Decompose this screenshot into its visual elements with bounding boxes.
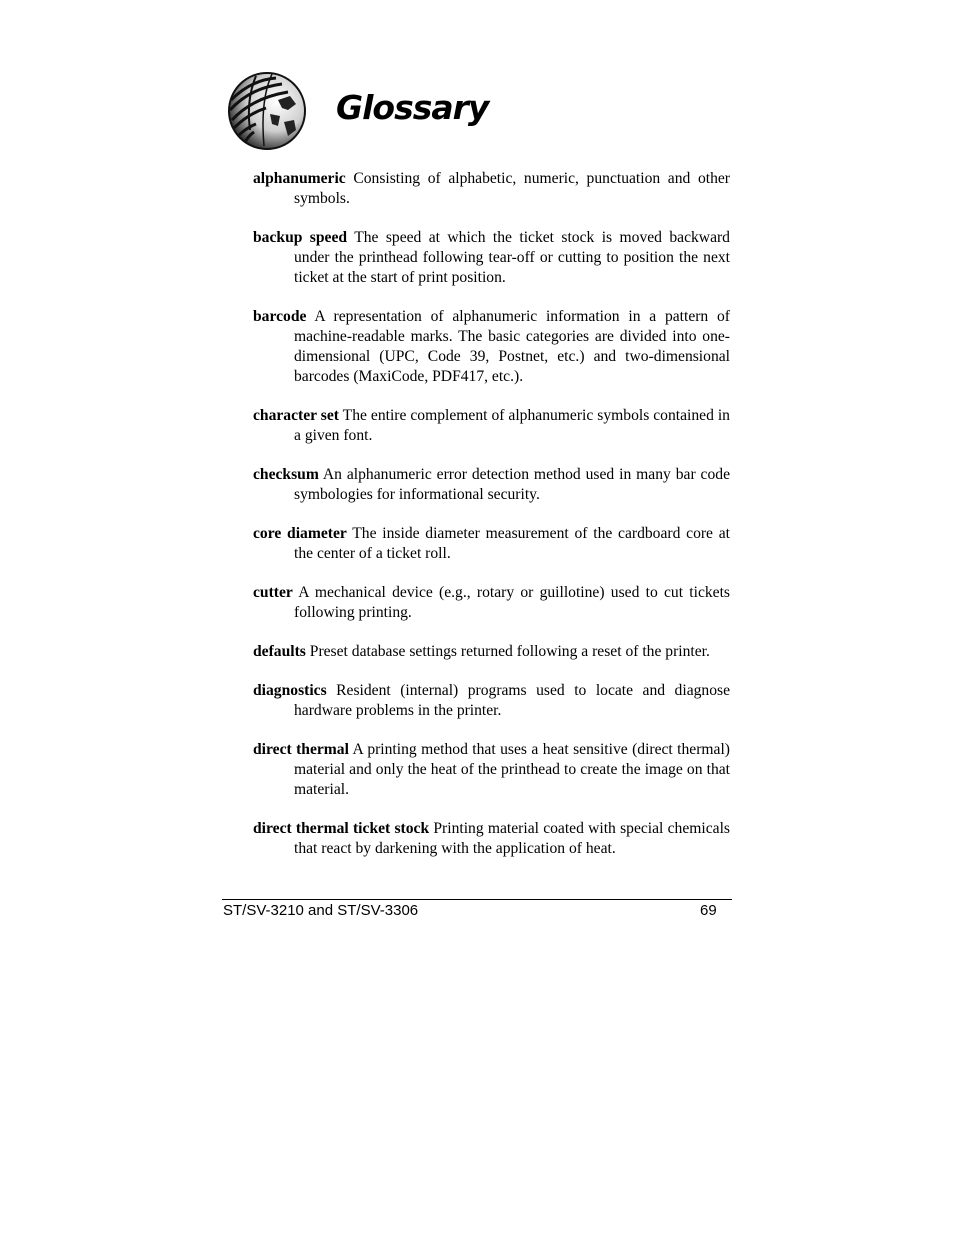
glossary-definition: The entire complement of alphanumeric symbols contained in a given font. — [294, 407, 730, 444]
glossary-entry — [253, 681, 730, 721]
glossary-definition: Preset database settings returned following a reset of the printer. — [309, 643, 710, 660]
globe-logo-icon — [226, 70, 308, 152]
glossary-entry — [253, 524, 730, 564]
glossary-entry — [253, 406, 730, 446]
glossary-term: defaults — [253, 643, 306, 660]
glossary-term: direct thermal ticket stock — [253, 820, 430, 837]
glossary-entry — [253, 583, 730, 623]
glossary-list — [253, 169, 730, 878]
glossary-term: character set — [253, 407, 339, 424]
glossary-entry — [253, 642, 730, 662]
glossary-definition: Consisting of alphabetic, numeric, punctuation and other symbols. — [294, 170, 730, 207]
glossary-definition: An alphanumeric error detection method used in many bar code symbologies for informational security. — [294, 466, 730, 503]
glossary-term: core diameter — [253, 525, 347, 542]
glossary-entry — [253, 228, 730, 288]
glossary-definition: A representation of alphanumeric information in a pattern of machine-readable marks. The basic categories are divided into one-dimensional (UPC, Code 39, Postnet, etc.) and two-dimensional barcodes (MaxiCode, PDF417, etc.). — [294, 308, 730, 385]
glossary-term: cutter — [253, 584, 293, 601]
glossary-entry — [253, 819, 730, 859]
glossary-entry — [253, 740, 730, 800]
glossary-term: backup speed — [253, 229, 348, 246]
glossary-definition: The inside diameter measurement of the cardboard core at the center of a ticket roll. — [294, 525, 730, 562]
glossary-definition: The speed at which the ticket stock is moved backward under the printhead following tear-off or cutting to position the next ticket at the start of print position. — [294, 229, 730, 286]
glossary-term: checksum — [253, 466, 319, 483]
glossary-definition: A mechanical device (e.g., rotary or guillotine) used to cut tickets following printing. — [294, 584, 730, 621]
page-number: 69 — [700, 902, 717, 919]
footer-divider — [222, 899, 732, 900]
glossary-entry — [253, 465, 730, 505]
page-title: Glossary — [336, 88, 489, 127]
glossary-definition: A printing method that uses a heat sensitive (direct thermal) material and only the heat of the printhead to create the image on that material. — [294, 741, 731, 798]
footer-product: ST/SV-3210 and ST/SV-3306 — [223, 902, 419, 919]
glossary-definition: Printing material coated with special chemicals that react by darkening with the application of heat. — [294, 820, 730, 857]
glossary-definition: Resident (internal) programs used to locate and diagnose hardware problems in the printer. — [294, 682, 730, 719]
glossary-term: barcode — [253, 308, 307, 325]
glossary-entry — [253, 169, 730, 209]
glossary-term: direct thermal — [253, 741, 349, 758]
glossary-entry — [253, 307, 730, 387]
glossary-term: alphanumeric — [253, 170, 346, 187]
glossary-term: diagnostics — [253, 682, 327, 699]
